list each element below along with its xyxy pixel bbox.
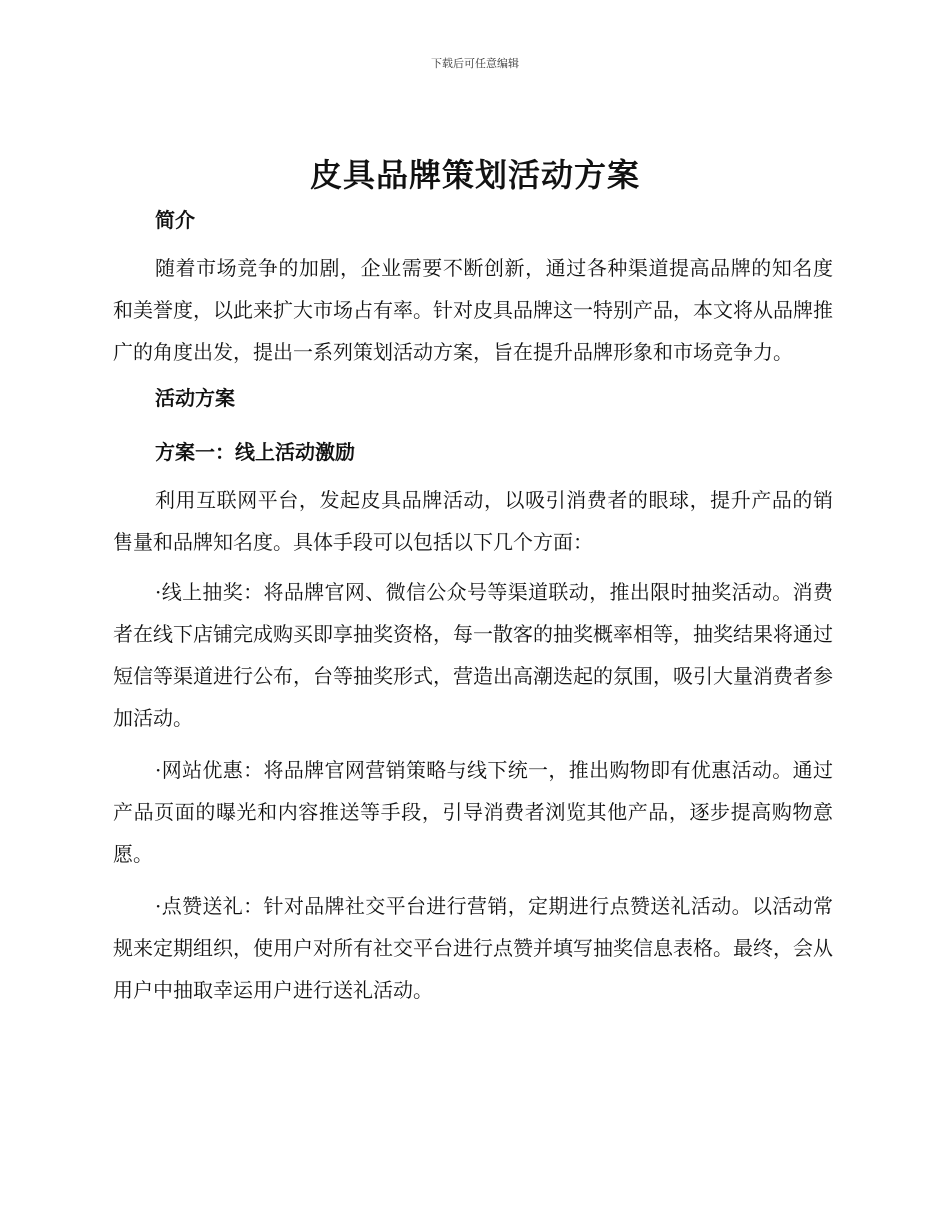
bullet-text: 线上抽奖：将品牌官网、微信公众号等渠道联动，推出限时抽奖活动。消费者在线下店铺完成购买即享抽奖资格，每一散客的抽奖概率相等，抽奖结果将通过短信等渠道进行公布，台等抽奖形式，营造出高潮迭起的氛围，吸引大量消费者参加活动。 [113,580,833,730]
plan1-paragraph: 利用互联网平台，发起皮具品牌活动，以吸引消费者的眼球，提升产品的销售量和品牌知名度。具体手段可以包括以下几个方面： [113,488,833,554]
bullet-marker: · [155,758,162,782]
intro-paragraph: 随着市场竞争的加剧，企业需要不断创新，通过各种渠道提高品牌的知名度和美誉度，以此来扩大市场占有率。针对皮具品牌这一特别产品，本文将从品牌推广的角度出发，提出一系列策划活动方案，旨在提升品牌形象和市场竞争力。 [113,256,833,364]
bullet-text: 网站优惠：将品牌官网营销策略与线下统一，推出购物即有优惠活动。通过产品页面的曝光和内容推送等手段，引导消费者浏览其他产品，逐步提高购物意愿。 [113,758,833,866]
bullet-marker: · [155,894,162,918]
bullet-item [113,571,833,739]
bullet-item [113,749,833,875]
activities-heading: 活动方案 [155,386,235,410]
header-note: 下载后可任意编辑 [431,57,519,70]
document-body [113,205,833,1011]
bullet-text: 点赞送礼：针对品牌社交平台进行营销，定期进行点赞送礼活动。以活动常规来定期组织，使用户对所有社交平台进行点赞并填写抽奖信息表格。最终，会从用户中抽取幸运用户进行送礼活动。 [113,894,833,1002]
bullet-marker: · [155,580,162,604]
document-title: 皮具品牌策划活动方案 [309,156,640,194]
bullet-item [113,885,833,1011]
plan1-heading: 方案一：线上活动激励 [155,440,355,464]
intro-heading: 简介 [155,208,195,232]
